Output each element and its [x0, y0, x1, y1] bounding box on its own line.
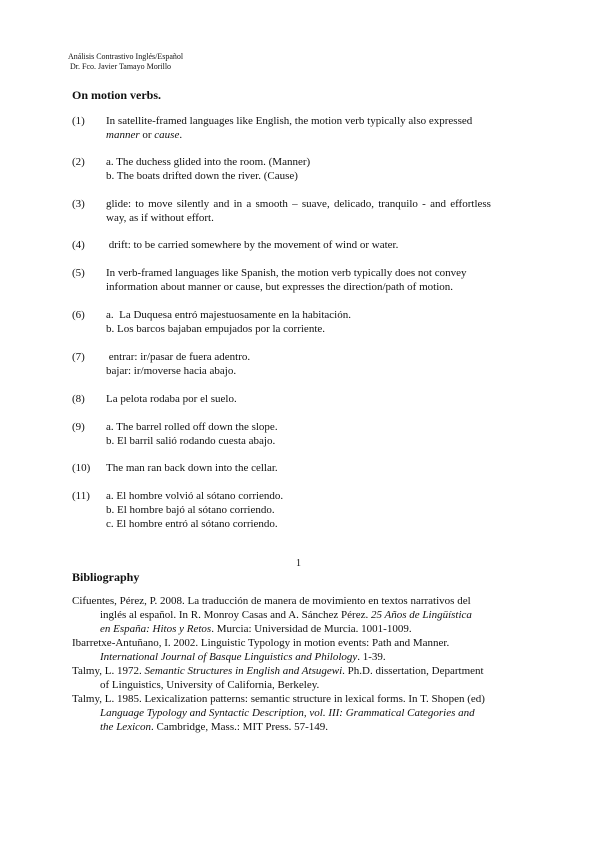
example-line: b. Los barcos bajaban empujados por la corriente.: [106, 323, 326, 335]
example-number: (2): [72, 156, 85, 168]
header-course-title: Análisis Contrastivo Inglés/Español: [68, 52, 184, 61]
example-line: La pelota rodaba por el suelo.: [106, 393, 237, 405]
example-line: b. The boats drifted down the river. (Cause): [106, 170, 298, 182]
header-author: Dr. Fco. Javier Tamayo Morillo: [70, 62, 172, 71]
example-line: b. El hombre bajó al sótano corriendo.: [106, 504, 275, 516]
example-number: (10): [72, 462, 91, 474]
example-number: (4): [72, 239, 85, 251]
example-number: (8): [72, 393, 85, 405]
example-line: a. La Duquesa entró majestuosamente en la habitación.: [106, 309, 351, 321]
example-line: b. El barril salió rodando cuesta abajo.: [106, 435, 276, 447]
example-number: (11): [72, 490, 90, 502]
example-number: (5): [72, 267, 85, 279]
bibliography-entry: Talmy, L. 1985. Lexicalization patterns: semantic structure in lexical forms. In T. Shopen (ed) Language Typology and Syntactic Description, vol. III: Grammatical Categories and the Lexicon. Cambridge, Mass.: MIT Press. 57-149.: [72, 693, 485, 733]
example-line: c. El hombre entró al sótano corriendo.: [106, 518, 278, 530]
example-line: a. The duchess glided into the room. (Manner): [106, 156, 311, 168]
example-number: (7): [72, 351, 85, 363]
example-line: a. The barrel rolled off down the slope.: [106, 421, 278, 433]
example-line: In verb-framed languages like Spanish, the motion verb typically does not convey: [106, 267, 467, 279]
example-line: In satellite-framed languages like English, the motion verb typically also expressed: [106, 115, 473, 127]
example-line: entrar: ir/pasar de fuera adentro.: [106, 351, 251, 363]
page-number: 1: [296, 558, 301, 569]
example-line: The man ran back down into the cellar.: [106, 462, 278, 474]
example-line: manner or cause.: [106, 129, 183, 141]
example-line: bajar: ir/moverse hacia abajo.: [106, 365, 237, 377]
example-number: (3): [72, 198, 85, 210]
bibliography-entry: Ibarretxe-Antuñano, I. 2002. Linguistic Typology in motion events: Path and Manner. International Journal of Basque Linguistics and Philology. 1-39.: [72, 637, 450, 663]
bibliography-title: Bibliography: [72, 570, 140, 584]
example-line: a. El hombre volvió al sótano corriendo.: [106, 490, 284, 502]
example-number: (1): [72, 115, 85, 127]
example-number: (6): [72, 309, 85, 321]
example-line: information about manner or cause, but expresses the direction/path of motion.: [106, 281, 454, 293]
bibliography-entry: Talmy, L. 1972. Semantic Structures in English and Atsugewi. Ph.D. dissertation, Department of Linguistics, University of California, Berkeley.: [72, 665, 484, 691]
example-line: drift: to be carried somewhere by the movement of wind or water.: [106, 239, 399, 251]
example-number: (9): [72, 421, 85, 433]
bibliography-entry: Cifuentes, Pérez, P. 2008. La traducción de manera de movimiento en textos narrativos del inglés al español. In R. Monroy Casas and A. Sánchez Pérez. 25 Años de Lingüística en España: Hitos y Retos. Murcia: Universidad de Murcia. 1001-1009.: [72, 595, 472, 635]
example-line: glide: to move silently and in a smooth – suave, delicado, tranquilo - and effortless: [106, 198, 491, 210]
example-line: way, as if without effort.: [106, 212, 214, 224]
section-title: On motion verbs.: [72, 88, 162, 102]
